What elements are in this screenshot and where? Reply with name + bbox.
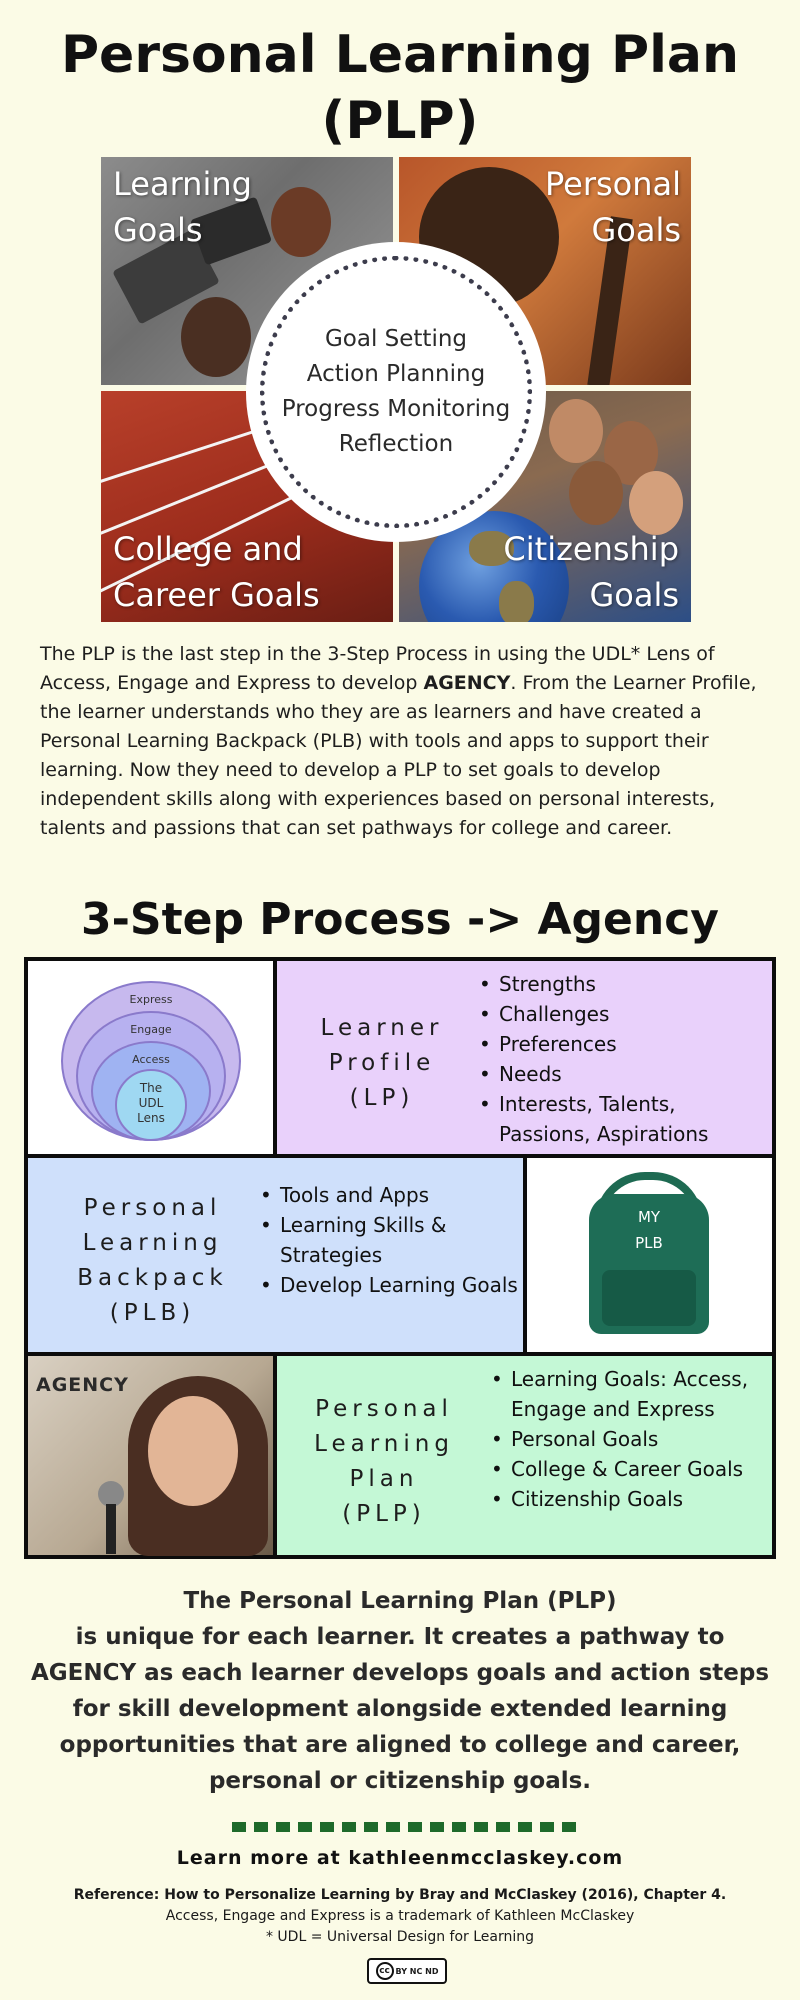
engage-label: Engage [130, 1023, 172, 1036]
goal-cycle-list [282, 322, 510, 462]
learner-profile-list [477, 969, 767, 1149]
goal-cycle-item: Progress Monitoring [281, 396, 511, 422]
creative-commons-badge[interactable] [367, 1958, 447, 1984]
udl-lens-label: The UDL Lens [137, 1081, 165, 1125]
learning-plan-list [489, 1364, 769, 1514]
learner-profile-cell [277, 961, 772, 1154]
process-grid [24, 957, 776, 1559]
list-item: • Personal Goals [489, 1424, 769, 1454]
personal-goals-label: Personal Goals [544, 165, 681, 249]
learner-profile-term: Learner Profile (LP) [320, 1015, 444, 1111]
summary-text: is unique for each learner. It creates a pathway to AGENCY as each learner develops goals and action steps for skill development alongside extended learning opportunities that are aligned to college and career, personal or citizenship goals. [30, 1624, 770, 1794]
list-item: • Develop Learning Goals [258, 1270, 518, 1300]
intro-text: The PLP is the last step in the 3-Step Process in using the UDL* Lens of Access, Engage and Express to develop [40, 643, 715, 694]
list-item: • Citizenship Goals [489, 1484, 769, 1514]
child-face [549, 399, 603, 463]
process-heading: 3-Step Process -> Agency [81, 894, 719, 945]
backpack-image-text: MY PLB [635, 1208, 663, 1252]
intro-paragraph [40, 640, 770, 843]
udl-lens-core [115, 1069, 187, 1141]
backpack-pocket [602, 1270, 696, 1326]
goal-cycle-item: Goal Setting [324, 326, 468, 352]
citizenship-goals-label: Citizenship Goals [503, 530, 679, 614]
microphone-handle [106, 1504, 116, 1554]
list-item: • Strengths [477, 969, 767, 999]
list-item: • Challenges [477, 999, 767, 1029]
learn-more-link[interactable]: Learn more at kathleenmcclaskey.com [176, 1847, 624, 1869]
goal-cycle-item: Reflection [338, 431, 454, 457]
learning-plan-cell [277, 1356, 772, 1555]
agency-emphasis: AGENCY [423, 672, 511, 694]
goal-cycle-circle [246, 242, 546, 542]
page-title: Personal Learning Plan (PLP) [60, 25, 740, 151]
student-image [271, 187, 331, 257]
list-item: • College & Career Goals [489, 1454, 769, 1484]
dashed-divider [232, 1822, 576, 1832]
access-label: Access [132, 1053, 170, 1066]
goal-cycle-item: Action Planning [306, 361, 486, 387]
summary-heading: The Personal Learning Plan (PLP) [183, 1588, 617, 1614]
list-item: • Interests, Talents, Passions, Aspirations [477, 1089, 767, 1149]
child-face [569, 461, 623, 525]
reference-line: Reference: How to Personalize Learning by Bray and McClaskey (2016), Chapter 4. [73, 1887, 727, 1903]
list-item: • Tools and Apps [258, 1180, 518, 1210]
list-item: • Learning Skills & Strategies [258, 1210, 518, 1270]
license-text: BY NC ND [395, 1966, 439, 1976]
list-item: • Preferences [477, 1029, 767, 1059]
agency-label: AGENCY [36, 1374, 129, 1396]
agency-photo [28, 1356, 273, 1555]
udl-lens-diagram [28, 961, 273, 1154]
backpack-list [258, 1180, 518, 1300]
student-image [181, 297, 251, 377]
backpack-term: Personal Learning Backpack (PLB) [77, 1195, 228, 1326]
intro-text: . From the Learner Profile, the learner understands who they are as learners and have created a Personal Learning Backpack (PLB) with tools and apps to support their learning. Now they need to develop a PLP to set goals to develop independent skills along with experiences based on personal interests, talents and passions that can set pathways for college and career. [40, 672, 757, 839]
udl-footnote: * UDL = Universal Design for Learning [265, 1929, 535, 1945]
trademark-line: Access, Engage and Express is a trademark of Kathleen McClaskey [165, 1908, 635, 1924]
list-item: • Needs [477, 1059, 767, 1089]
cc-icon: cc [376, 1962, 394, 1980]
speaker-face [148, 1396, 238, 1506]
backpack-cell [28, 1158, 523, 1352]
learning-goals-label: Learning Goals [113, 165, 252, 249]
list-item: • Learning Goals: Access, Engage and Express [489, 1364, 769, 1424]
photo-collage [101, 157, 691, 622]
summary-paragraph [30, 1583, 770, 1799]
college-career-goals-label: College and Career Goals [113, 530, 320, 614]
express-label: Express [129, 993, 173, 1006]
backpack-image [527, 1158, 772, 1352]
learning-plan-term: Personal Learning Plan (PLP) [314, 1396, 454, 1527]
